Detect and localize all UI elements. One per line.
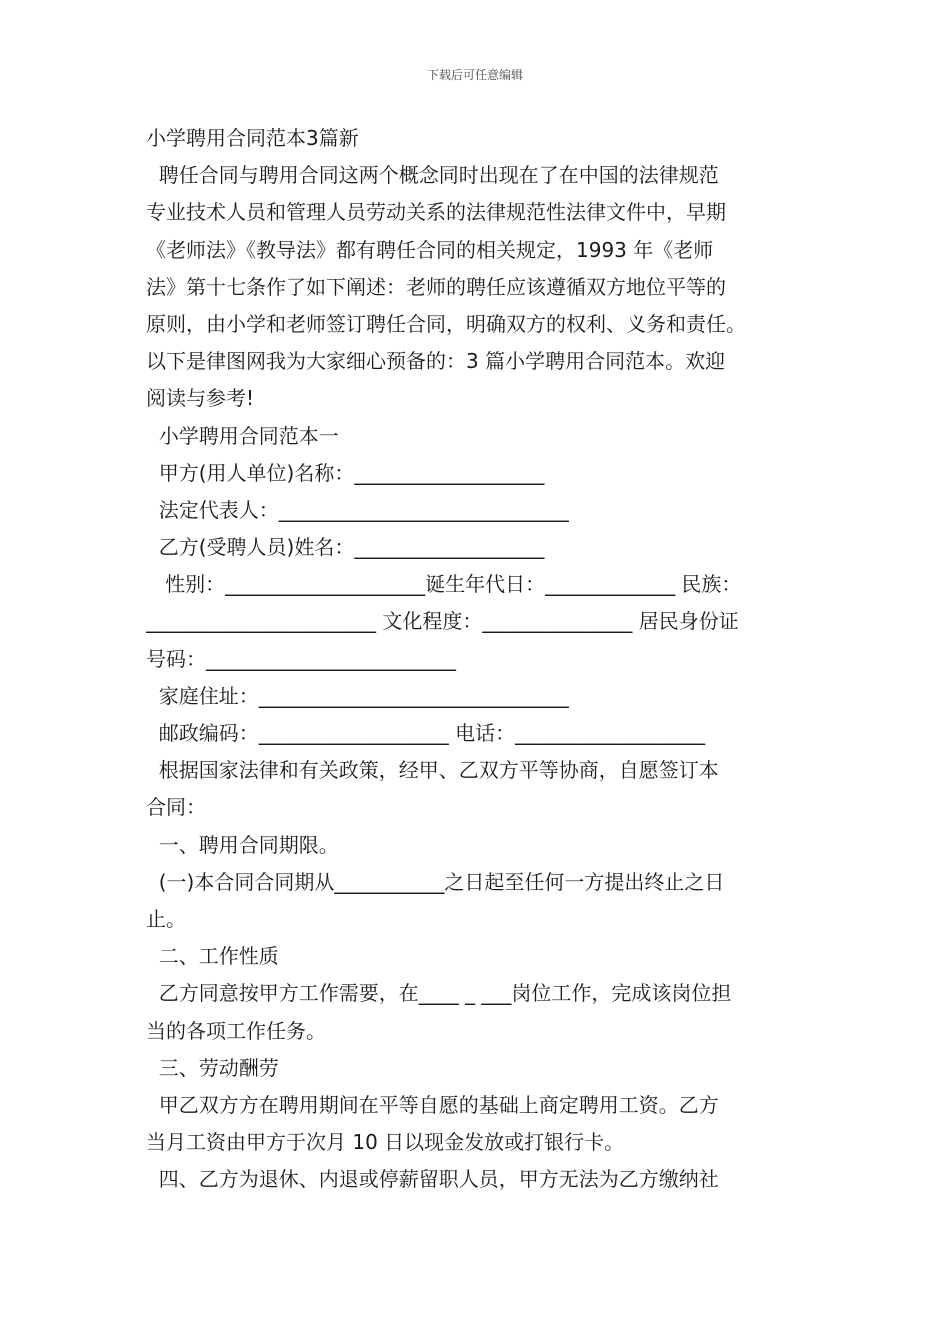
form-field-line: 家庭住址：_______________________________ [146, 683, 569, 708]
section-heading: 一、聘用合同期限。 [146, 832, 339, 857]
form-field-line: _______________________ 文化程度：_______________ 居民身份证 [146, 609, 739, 634]
paragraph-line: 《老师法》《教导法》都有聘任合同的相关规定，1993 年《老师 [146, 237, 714, 262]
paragraph-line: 乙方同意按甲方工作需要，在____ _ ___岗位工作，完成该岗位担 [146, 981, 732, 1006]
section-heading: 二、工作性质 [146, 944, 279, 969]
form-field-line: 法定代表人：_____________________________ [146, 497, 569, 522]
paragraph-line: 以下是律图网我为大家细心预备的：3 篇小学聘用合同范本。欢迎 [146, 349, 726, 374]
form-field-line: 性别：____________________诞生年代日：_____________ 民族： [146, 572, 742, 597]
paragraph-line: 甲乙双方方在聘用期间在平等自愿的基础上商定聘用工资。乙方 [146, 1092, 719, 1117]
paragraph-line: 止。 [146, 906, 186, 931]
paragraph-line: 原则，由小学和老师签订聘任合同，明确双方的权利、义务和责任。 [146, 311, 746, 336]
paragraph-line: 法》第十七条作了如下阐述：老师的聘任应该遵循双方地位平等的 [146, 274, 726, 299]
paragraph-line: 根据国家法律和有关政策，经甲、乙双方平等协商，自愿签订本 [146, 758, 719, 783]
paragraph-line: (一)本合同合同期从___________之日起至任何一方提出终止之日 [146, 869, 725, 894]
paragraph-line: 聘任合同与聘用合同这两个概念同时出现在了在中国的法律规范 [146, 163, 719, 188]
page-header-note: 下载后可任意编辑 [426, 68, 523, 82]
form-field-line: 邮政编码：___________________ 电话：___________________ [146, 721, 706, 745]
form-field-line: 乙方(受聘人员)姓名：___________________ [146, 535, 545, 560]
paragraph-line: 合同： [146, 795, 206, 820]
section-heading: 小学聘用合同范本一 [146, 423, 339, 448]
paragraph-line: 四、乙方为退休、内退或停薪留职人员，甲方无法为乙方缴纳社 [146, 1167, 719, 1192]
paragraph-line: 专业技术人员和管理人员劳动关系的法律规范性法律文件中，早期 [146, 200, 726, 225]
document-body [146, 120, 811, 1198]
paragraph-line: 当的各项工作任务。 [146, 1018, 326, 1043]
form-field-line: 甲方(用人单位)名称：___________________ [146, 460, 545, 485]
section-heading: 三、劳动酬劳 [146, 1055, 279, 1080]
form-field-line: 号码：_________________________ [146, 646, 456, 671]
document-title: 小学聘用合同范本3篇新 [146, 126, 359, 150]
paragraph-line: 阅读与参考! [146, 386, 255, 411]
paragraph-line: 当月工资由甲方于次月 10 日以现金发放或打银行卡。 [146, 1130, 625, 1155]
